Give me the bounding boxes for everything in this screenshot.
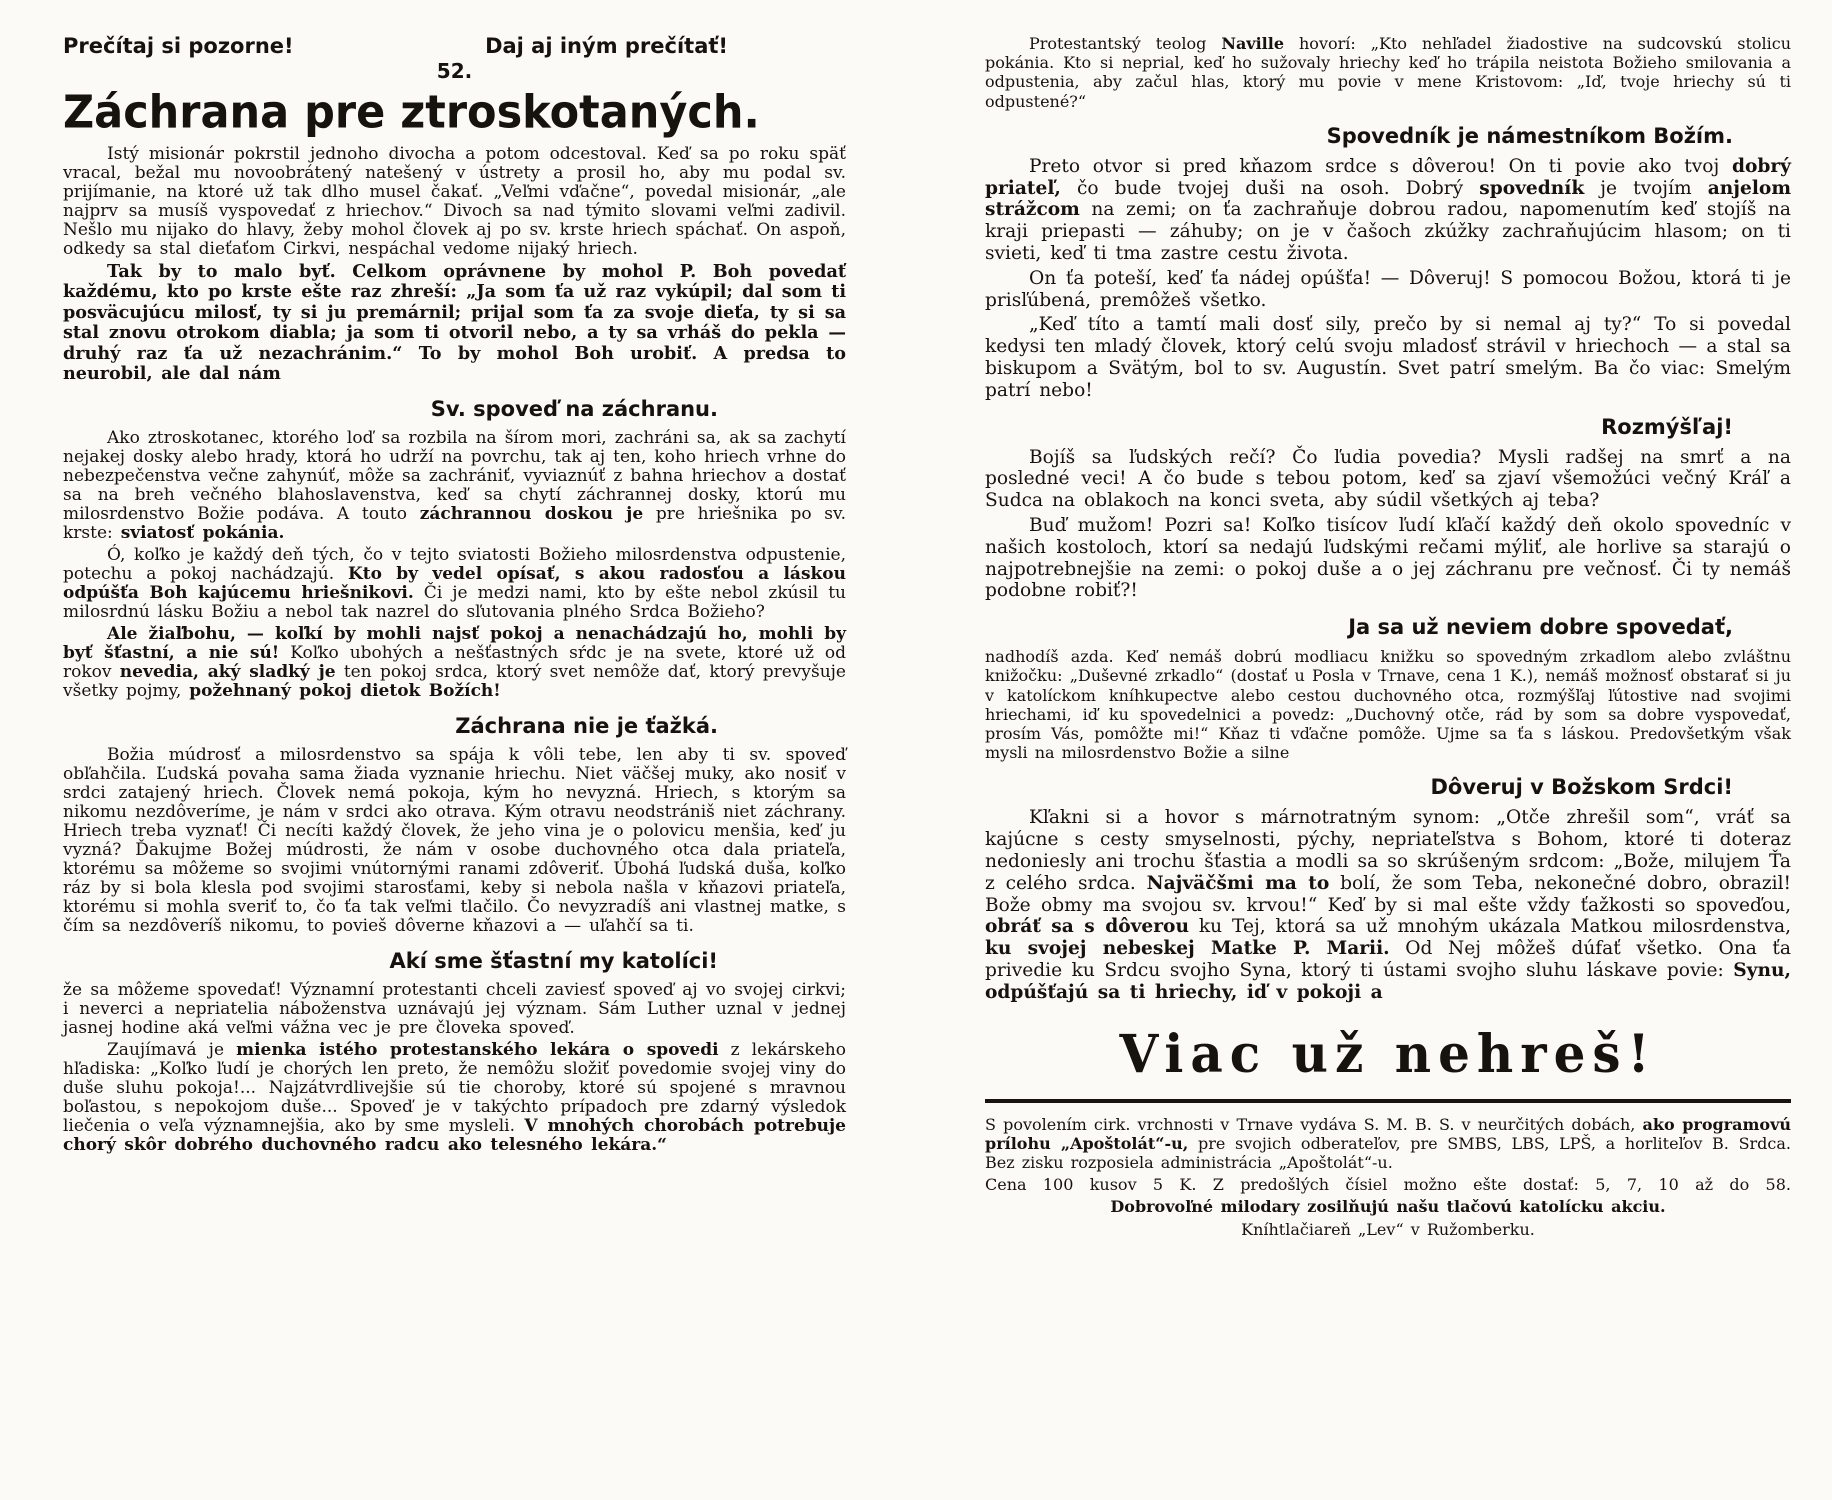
body-text: pre hriešnika po sv. krste: <box>63 504 846 544</box>
body-text: čo bude tvojej duši na osoh. Dobrý <box>1060 177 1480 199</box>
printer-line <box>985 1220 1791 1239</box>
body-text: Preto otvor si pred kňazom srdce s dôverou! On ti povie ako tvoj <box>1029 155 1732 177</box>
body-text: Istý misionár pokrstil jednoho divocha a potom odcestoval. Keď sa po roku späť vracal, bežal mu novoobrátený natešený v ústrety a prosil ho, aby mu podal sv. prijímanie, na ktoré už tak dlho musel čakať. „Veľmi vďačne“, povedal misionár, „ale najprv sa musíš vyspovedať z hriechov.“ Divoch sa nad týmito slovami veľmi zadivil. Nešlo mu nijako do hlavy, žeby mohol človek aj po sv. krste hriech spáchať. On aspoň, odkedy sa stal dieťaťom Cirkvi, nespáchal vedome nijaký hriech. <box>63 144 846 259</box>
paragraph <box>63 429 846 543</box>
body-text: pre svojich odberateľov, pre SMBS, LBS, LPŠ, a horliteľov B. Srdca. Bez zisku rozposiela administrácia „Apoštolát“-u. <box>985 1133 1792 1172</box>
body-text: Kľakni si a hovor s márnotratným synom: „Otče zhrešil som“, vráť sa kajúcne s cesty smyselnosti, pýchy, nepriateľstva s Bohom, ktoré ti doteraz nedoniesly ani trochu šťastia a modli sa so skrúšeným srdcom: „Bože, milujem Ťa z celého srdca. <box>985 807 1791 894</box>
divider-rule <box>985 1099 1791 1103</box>
emphasized-text: dobrý priateľ, <box>985 155 1791 199</box>
emphasized-text: Najväčšmi ma to <box>1146 872 1330 894</box>
body-text: Ó, koľko je každý deň tých, čo v tejto sviatosti Božieho milosrdenstva odpustenie, potechu a pokoj nachádzajú. <box>63 545 846 585</box>
body-text: Ako ztroskotanec, ktorého loď sa rozbila na šírom mori, zachráni sa, ak sa zachytí nejakej dosky alebo hrady, ktorá ho udrží na povrchu, tak aj ten, koho hriech vrhne do nebezpečenstva večne zahynúť, môže sa zachrániť, vyviaznúť z bahna hriechov a dostať sa na breh večného blahoslavenstva, keď sa chytí záchrannej dosky, ktorú mu milosrdenstvo Božie podáva. A touto <box>63 428 846 525</box>
body-text: On ťa poteší, keď ťa nádej opúšťa! — Dôveruj! S pomocou Božou, ktorá ti je prisľúbená, premôžeš všetko. <box>985 267 1791 311</box>
emphasized-text: Synu, odpúšťajú sa ti hriechy, iď v pokoji a <box>985 959 1791 1003</box>
paragraph <box>985 34 1791 111</box>
body-text: Božia múdrosť a milosrdenstvo sa spája k vôli tebe, len aby ti sv. spoveď obľahčila. Ľudská povaha sama žiada vyznanie hriechu. Niet väčšej muky, ako nosiť v srdci zatajený hriech. Človek nemá pokoja, kým ho nevyzná. Hriech, s ktorým sa nikomu nezdôveríme, je nám v srdci ako otrava. Kým otravu neodstrániš niet záchrany. Hriech treba vyznať! Či necíti každý človek, že jeho vina je o polovicu menšia, keď ju vyzná? Ďakujme Božej múdrosti, že nám v osobe duchovného otca dala priateľa, ktorému sa môžeme so svojimi vnútornými ranami zdôveriť. Úbohá ľudská duša, koľko ráz by si bola klesla pod svojimi starosťami, keby si nebola našla v kňazovi priateľa, ktorému si mohla sveriť to, čo ťa tak veľmi tlačilo. Čo nevyzradíš ani vlastnej matke, s čím sa nezdôveríš nikomu, to povieš dôverne kňazovi a — uľahčí sa ti. <box>63 745 846 937</box>
body-text: Cena 100 kusov 5 K. Z predošlých čísiel možno ešte dostať: 5, 7, 10 až do 58. <box>985 1175 1791 1195</box>
subheading: Rozmýšľaj! <box>1601 414 1733 439</box>
emphasized-text: Ale žiaľbohu, — koľkí by mohli najsť pokoj a nenachádzajú ho, mohli by byť šťastní, a nie sú! <box>63 624 846 664</box>
read-carefully-note: Prečítaj si pozorne! <box>63 34 294 58</box>
subheading: Sv. spoveď na záchranu. <box>430 397 718 422</box>
paragraph <box>985 314 1791 401</box>
emphasized-text: sviatosť pokánia. <box>120 523 285 544</box>
paragraph <box>63 546 846 622</box>
emphasized-text: ku svojej nebeskej Matke P. Marii. <box>985 938 1390 960</box>
page-title: Záchrana pre ztroskotaných. <box>63 85 760 139</box>
emphasized-text: Kto by vedel opísať, s akou radosťou a láskou odpúšťa Boh kajúcemu hriešnikovi. <box>63 564 846 604</box>
subheading: Spovedník je námestníkom Božím. <box>1326 123 1733 148</box>
emphasized-text: záchrannou doskou je <box>419 504 644 525</box>
paragraph <box>63 981 846 1038</box>
paragraph <box>63 145 846 259</box>
price-line <box>985 1175 1791 1194</box>
body-text: je tvojím <box>1584 177 1708 199</box>
emphasized-text: mienka istého protestanského lekára o spovedi <box>236 1040 719 1061</box>
emphasized-text: obráť sa s dôverou <box>985 916 1189 938</box>
left-column-text <box>63 145 846 1155</box>
body-text: nadhodíš azda. Keď nemáš dobrú modliacu knižku so spovedným zrkadlom alebo zvláštnu knižočku: „Duševné zrkadlo“ (dostať u Posla v Trnave, cena 1 K.), nemáš možnosť obstarať si ju v katolíckom kníhkupectve alebo cestou duchovného otca, rozmýšľaj ľútostive nad svojimi hriechami, iď ku spovedelnici a povedz: „Duchovný otče, rád by som sa dobre vyspovedať, prosím Vás, pomôžte mi!“ Kňaz ti vďačne pomôže. Ujme sa ťa s láskou. Predovšetkým však mysli na milosrdenstvo Božie a silne <box>985 647 1791 763</box>
paragraph <box>985 268 1791 312</box>
emphasized-text: ako programovú prílohu „Apoštolát“-u, <box>985 1114 1792 1153</box>
body-text: ku Tej, ktorá sa už mnohým ukázala Matkou milosrdenstva, <box>1188 916 1791 938</box>
body-text: z lekárskeho hľadiska: „Koľko ľudí je chorých len preto, že nemôžu složiť povedomie svojej viny do duše sluhu pokoja!... Najzátvrdlivejšie sú tie choroby, ktoré sú spojené s mravnou boľastou, s nepokojom duše... Spoveď je v takýchto prípadoch pre zdarný výsledok liečenia o veľa významnejšia, ako by sme mysleli. <box>63 1040 846 1137</box>
body-text: Protestantský teolog <box>1029 34 1222 53</box>
subheading: Akí sme šťastní my katolíci! <box>389 949 718 974</box>
subheading: Ja sa už neviem dobre spovedať, <box>1348 615 1733 640</box>
paragraph <box>63 262 846 384</box>
imprint-line <box>985 1115 1791 1173</box>
emphasized-text: požehnaný pokoj dietok Božích! <box>189 681 501 702</box>
subheading: Záchrana nie je ťažká. <box>455 714 718 739</box>
left-column <box>63 34 846 1158</box>
emphasized-text: anjelom strážcom <box>985 177 1791 221</box>
right-column <box>985 34 1791 1242</box>
emphasized-text: Dobrovoľné milodary zosilňujú našu tlačovú katolícku akciu. <box>1110 1197 1666 1217</box>
paragraph <box>985 447 1791 512</box>
body-text: hovorí: „Kto nehľadel žiadostive na sudcovskú stolicu pokánia. Kto si neprial, keď ho sužovaly hriechy keď ho trápila neistota Božieho smilovania a odpustenia, aby začul hlas, ktorý mu povie v mene Kristovom: „Iď, tvoje hriechy sú ti odpustené?“ <box>985 34 1792 111</box>
emphasized-text: spovedník <box>1479 177 1585 199</box>
donation-line <box>985 1197 1791 1216</box>
issue-number: 52. <box>436 59 473 83</box>
body-text: „Keď títo a tamtí mali dosť sily, prečo by si nemal aj ty?“ To si povedal kedysi ten mladý človek, ktorý celú svoju mladosť strávil v hriechoch — a stal sa biskupom a Svätým, bol to sv. Augustín. Svet patrí smelým. Ba čo viac: Smelým patrí nebo! <box>985 314 1791 401</box>
paragraph <box>985 515 1791 602</box>
body-text: bolí, že som Teba, nekonečné dobro, obrazil! Bože obmy ma svojou sv. krvou!“ Keď by si mal ešte vždy ťažkosti so spoveďou, <box>985 872 1792 916</box>
paragraph <box>985 647 1791 762</box>
body-text: Či je medzi nami, kto by ešte nebol zkúsil tu milosrdnú lásku Božiu a nebol tak nazrel do sľutovania plného Srdca Božieho? <box>63 583 847 623</box>
body-text: Tak by to malo byť. Celkom oprávnene by mohol P. Boh povedať každému, kto po krste ešte raz zhreší: „Ja som ťa už raz vykúpil; dal som ti posväcujúcu milosť, ty si ju premárnil; prijal som ťa za svoje dieťa, ty si sa stal znovu otrokom diabla; ja som ti otvoril nebo, a ty sa vrháš do pekla — druhý raz ťa už nezachránim.“ To by mohol Boh urobiť. A predsa to neurobil, ale dal nám <box>63 261 846 385</box>
emphasized-text: V mnohých chorobách potrebuje chorý skôr dobrého duchovného radcu ako telesného lekára.“ <box>63 1116 846 1156</box>
body-text: Kníhtlačiareň „Lev“ v Ružomberku. <box>1241 1219 1535 1239</box>
body-text: Zaujímavá je <box>107 1040 237 1061</box>
body-text: Buď mužom! Pozri sa! Koľko tisícov ľudí kľačí každý deň okolo spovedníc v našich kostoloch, ktorí sa nedajú ľudskými rečami mýliť, ale horlive sa starajú o najpotrebnejšie na zemi: o pokoj duše a o jej záchranu pre večnosť. Či ty nemáš podobne robiť?! <box>985 514 1791 602</box>
masthead <box>63 34 846 58</box>
emphasized-text: nevedia, aký sladký je <box>119 662 336 683</box>
paragraph <box>985 156 1791 265</box>
subheading: Dôveruj v Božskom Srdci! <box>1430 775 1733 800</box>
body-text: na zemi; on ťa zachraňuje dobrou radou, napomenutím keď stojíš na kraji priepasti — záhuby; on je v čašoch zkúžky zachraňujúcim hlasom; on ti svieti, keď ti tma zastre cestu života. <box>985 199 1791 264</box>
share-note: Daj aj iným prečítať! <box>485 34 728 58</box>
emphasized-text: Naville <box>1221 34 1285 53</box>
body-text: Bojíš sa ľudských rečí? Čo ľudia povedia? Mysli radšej na smrť a na posledné veci! A čo bude s tebou potom, keď sa zjaví všemožúci večný Kráľ a Sudca na oblakoch na konci sveta, aby súdil všetkých aj teba? <box>985 446 1791 512</box>
paragraph <box>63 1041 846 1155</box>
paragraph <box>63 625 846 701</box>
big-headline: Viac už nehreš! <box>1119 1022 1657 1085</box>
paragraph <box>985 807 1791 1003</box>
body-text: S povolením cirk. vrchnosti v Trnave vydáva S. M. B. S. v neurčitých dobách, <box>985 1114 1643 1134</box>
body-text: Koľko ubohých a nešťastných sŕdc je na svete, ktoré už od rokov <box>63 643 846 683</box>
paragraph <box>63 746 846 936</box>
body-text: ten pokoj srdca, ktorý svet nemôže dať, ktorý prevyšuje všetky pojmy, <box>63 662 846 702</box>
body-text: že sa môžeme spovedať! Významní protestanti chceli zaviesť spoveď aj vo svojej cirkvi; i neverci a nepriatelia náboženstva uznávajú jej význam. Sám Luther uznal v jednej jasnej hodine aká veľmi vážna vec je pre človeka spoveď. <box>63 980 846 1039</box>
body-text: Od Nej môžeš dúfať všetko. Ona ťa privedie ku Srdcu svojho Syna, ktorý ti ústami svojho sluhu láskave povie: <box>985 938 1791 981</box>
